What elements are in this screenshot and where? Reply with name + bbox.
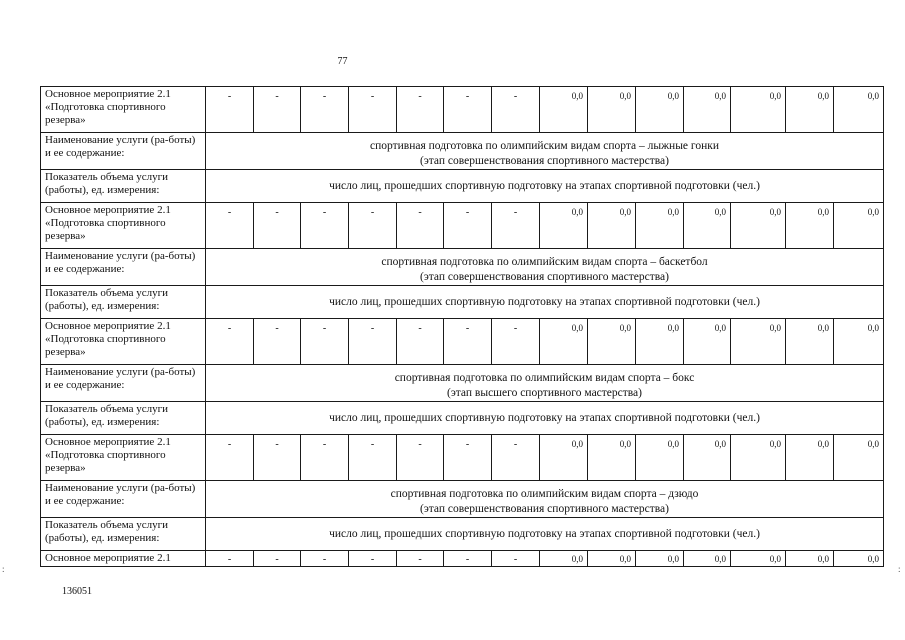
zero-value: 0,0 [786,319,834,365]
zero-value: 0,0 [540,435,588,481]
service-line-2: (этап совершенствования спортивного мастерства) [420,271,669,283]
zero-value: 0,0 [834,203,884,249]
dash-value: - [349,435,397,481]
dash-value: - [206,435,254,481]
service-line-2: (этап совершенствования спортивного мастерства) [420,155,669,167]
zero-value: 0,0 [636,203,684,249]
service-line-2: (этап высшего спортивного мастерства) [447,387,642,399]
dash-value: - [349,319,397,365]
zero-value: 0,0 [588,435,636,481]
dash-value: - [301,87,349,133]
service-content [206,249,884,286]
measure-label: Основное мероприятие 2.1 «Подготовка спортивного резерва» [41,87,206,133]
dash-value: - [397,435,444,481]
dash-value: - [444,435,492,481]
dash-value: - [206,551,254,567]
dash-value: - [349,551,397,567]
service-line-2: (этап совершенствования спортивного мастерства) [420,503,669,515]
measure-label: Основное мероприятие 2.1 «Подготовка спортивного резерва» [41,319,206,365]
service-row [41,481,884,518]
dash-value: - [492,435,540,481]
zero-value: 0,0 [731,319,786,365]
dash-value: - [397,203,444,249]
service-line-1: спортивная подготовка по олимпийским видам спорта – баскетбол [381,256,708,268]
zero-value: 0,0 [540,87,588,133]
measure-row [41,203,884,249]
zero-value: 0,0 [731,551,786,567]
measure-label: Основное мероприятие 2.1 [41,551,206,567]
dash-value: - [254,551,301,567]
table-body [41,87,884,567]
service-row [41,133,884,170]
program-table [40,86,884,567]
zero-value: 0,0 [684,551,731,567]
zero-value: 0,0 [540,551,588,567]
indicator-row [41,402,884,435]
indicator-content: число лиц, прошедших спортивную подготовку на этапах спортивной подготовки (чел.) [206,170,884,203]
zero-value: 0,0 [588,551,636,567]
measure-row [41,551,884,567]
service-content [206,133,884,170]
zero-value: 0,0 [540,203,588,249]
dash-value: - [301,319,349,365]
dash-value: - [301,551,349,567]
service-content [206,365,884,402]
dash-value: - [492,87,540,133]
service-label: Наименование услуги (ра-боты) и ее содержание: [41,481,206,518]
indicator-label: Показатель объема услуги (работы), ед. измерения: [41,286,206,319]
dash-value: - [444,87,492,133]
zero-value: 0,0 [588,87,636,133]
left-edge-mark: : [2,564,5,574]
footer-code: 136051 [62,586,92,597]
measure-label: Основное мероприятие 2.1 «Подготовка спортивного резерва» [41,435,206,481]
dash-value: - [206,203,254,249]
zero-value: 0,0 [834,435,884,481]
dash-value: - [444,551,492,567]
zero-value: 0,0 [786,435,834,481]
service-line-1: спортивная подготовка по олимпийским видам спорта – дзюдо [390,488,699,500]
zero-value: 0,0 [731,435,786,481]
dash-value: - [397,87,444,133]
measure-row [41,435,884,481]
zero-value: 0,0 [636,551,684,567]
dash-value: - [301,203,349,249]
service-label: Наименование услуги (ра-боты) и ее содержание: [41,365,206,402]
service-row [41,249,884,286]
zero-value: 0,0 [786,87,834,133]
zero-value: 0,0 [588,319,636,365]
zero-value: 0,0 [834,87,884,133]
page-number: 77 [337,56,348,67]
dash-value: - [254,203,301,249]
dash-value: - [254,435,301,481]
dash-value: - [492,203,540,249]
indicator-row [41,170,884,203]
measure-row [41,319,884,365]
service-label: Наименование услуги (ра-боты) и ее содержание: [41,133,206,170]
zero-value: 0,0 [636,319,684,365]
zero-value: 0,0 [684,87,731,133]
dash-value: - [444,319,492,365]
zero-value: 0,0 [636,435,684,481]
zero-value: 0,0 [786,551,834,567]
service-row [41,365,884,402]
indicator-row [41,518,884,551]
indicator-row [41,286,884,319]
dash-value: - [492,551,540,567]
zero-value: 0,0 [636,87,684,133]
dash-value: - [397,319,444,365]
zero-value: 0,0 [588,203,636,249]
measure-label: Основное мероприятие 2.1 «Подготовка спортивного резерва» [41,203,206,249]
zero-value: 0,0 [834,319,884,365]
service-line-1: спортивная подготовка по олимпийским видам спорта – лыжные гонки [370,140,719,152]
dash-value: - [397,551,444,567]
indicator-content: число лиц, прошедших спортивную подготовку на этапах спортивной подготовки (чел.) [206,518,884,551]
dash-value: - [254,87,301,133]
indicator-label: Показатель объема услуги (работы), ед. измерения: [41,170,206,203]
zero-value: 0,0 [731,203,786,249]
right-edge-mark: : [898,564,901,574]
dash-value: - [444,203,492,249]
dash-value: - [254,319,301,365]
service-content [206,481,884,518]
dash-value: - [206,87,254,133]
dash-value: - [349,203,397,249]
indicator-label: Показатель объема услуги (работы), ед. измерения: [41,402,206,435]
zero-value: 0,0 [684,435,731,481]
zero-value: 0,0 [731,87,786,133]
dash-value: - [301,435,349,481]
service-label: Наименование услуги (ра-боты) и ее содержание: [41,249,206,286]
dash-value: - [492,319,540,365]
indicator-label: Показатель объема услуги (работы), ед. измерения: [41,518,206,551]
indicator-content: число лиц, прошедших спортивную подготовку на этапах спортивной подготовки (чел.) [206,402,884,435]
dash-value: - [206,319,254,365]
measure-row [41,87,884,133]
service-line-1: спортивная подготовка по олимпийским видам спорта – бокс [394,372,695,384]
indicator-content: число лиц, прошедших спортивную подготовку на этапах спортивной подготовки (чел.) [206,286,884,319]
dash-value: - [349,87,397,133]
zero-value: 0,0 [540,319,588,365]
zero-value: 0,0 [684,319,731,365]
zero-value: 0,0 [786,203,834,249]
zero-value: 0,0 [684,203,731,249]
zero-value: 0,0 [834,551,884,567]
